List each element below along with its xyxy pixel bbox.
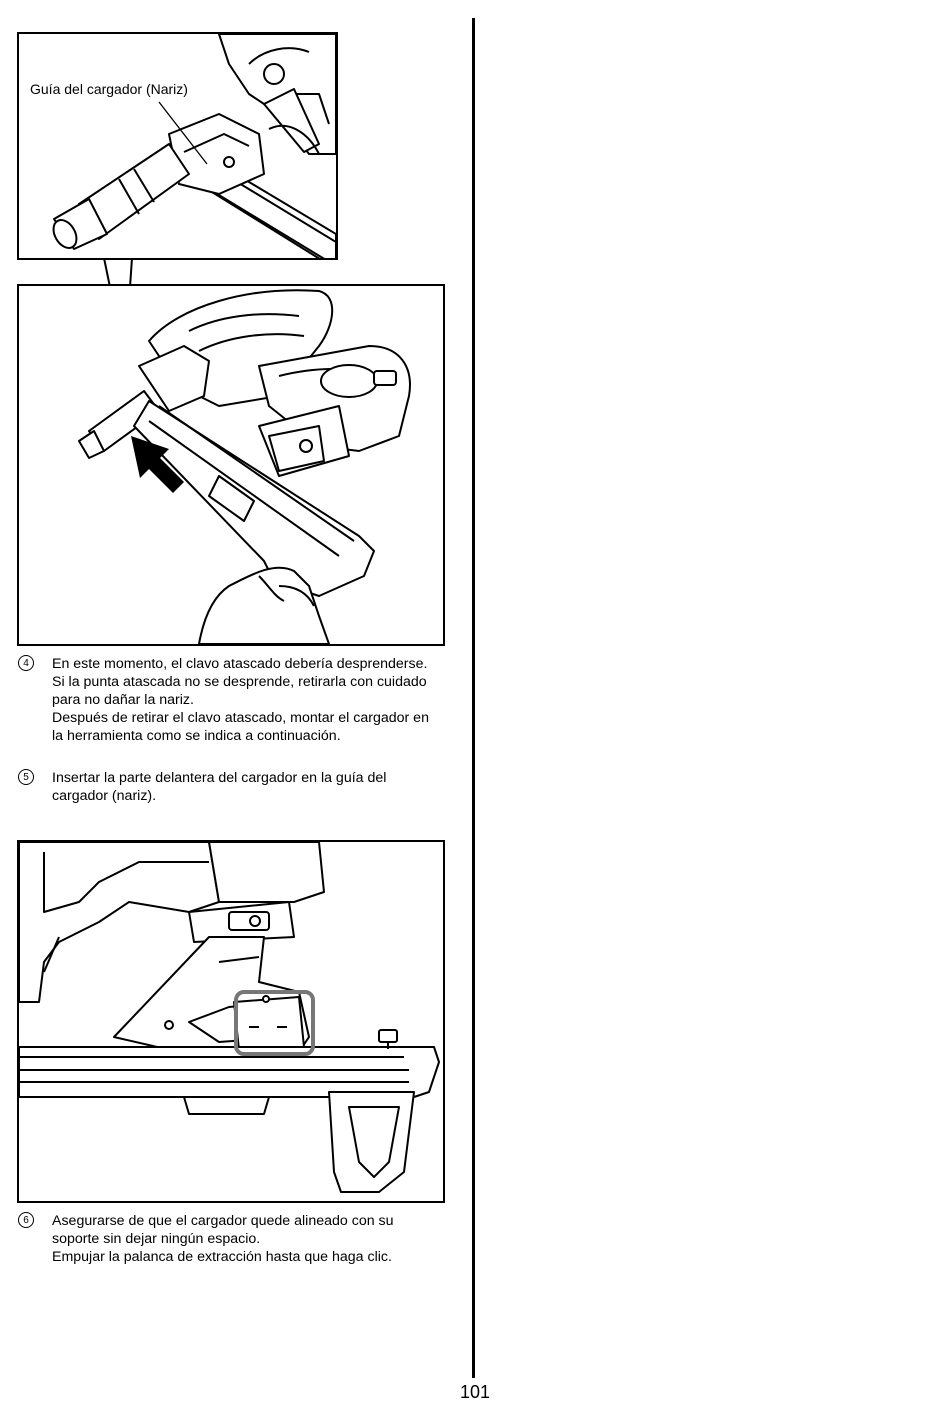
step-line: Empujar la palanca de extracción hasta que haga clic. [52, 1249, 392, 1265]
step-text [52, 1212, 462, 1266]
step-line: Asegurarse de que el cargador quede alineado con su [52, 1213, 394, 1229]
nose-detail-figure [17, 32, 338, 260]
step-line: Si la punta atascada no se desprende, retirarla con cuidado [52, 674, 427, 690]
nail-gun-nose-detail-illustration [19, 34, 336, 258]
step-4 [18, 655, 458, 747]
step-text [52, 769, 462, 805]
nail-gun-magazine-insertion-illustration [19, 286, 443, 644]
column-divider [472, 18, 475, 1378]
step-number-badge: 4 [18, 655, 34, 671]
step-line: Después de retirar el clavo atascado, montar el cargador en [52, 710, 429, 726]
step-line: cargador (nariz). [52, 788, 157, 804]
step-line: para no dañar la nariz. [52, 692, 194, 708]
magazine-insertion-figure [17, 284, 445, 646]
magazine-alignment-illustration [19, 842, 443, 1201]
magazine-alignment-figure [17, 840, 445, 1203]
page-number: 101 [459, 1382, 491, 1402]
step-5 [18, 769, 458, 809]
nose-guide-label: Guía del cargador (Nariz) [30, 81, 188, 97]
step-line: En este momento, el clavo atascado debería desprenderse. [52, 656, 428, 672]
step-line: Insertar la parte delantera del cargador en la guía del [52, 770, 387, 786]
step-number-badge: 5 [18, 769, 34, 785]
step-6 [18, 1212, 458, 1270]
step-text [52, 655, 462, 745]
step-line: soporte sin dejar ningún espacio. [52, 1231, 261, 1247]
step-number-badge: 6 [18, 1212, 34, 1228]
step-line: la herramienta como se indica a continuación. [52, 728, 341, 744]
